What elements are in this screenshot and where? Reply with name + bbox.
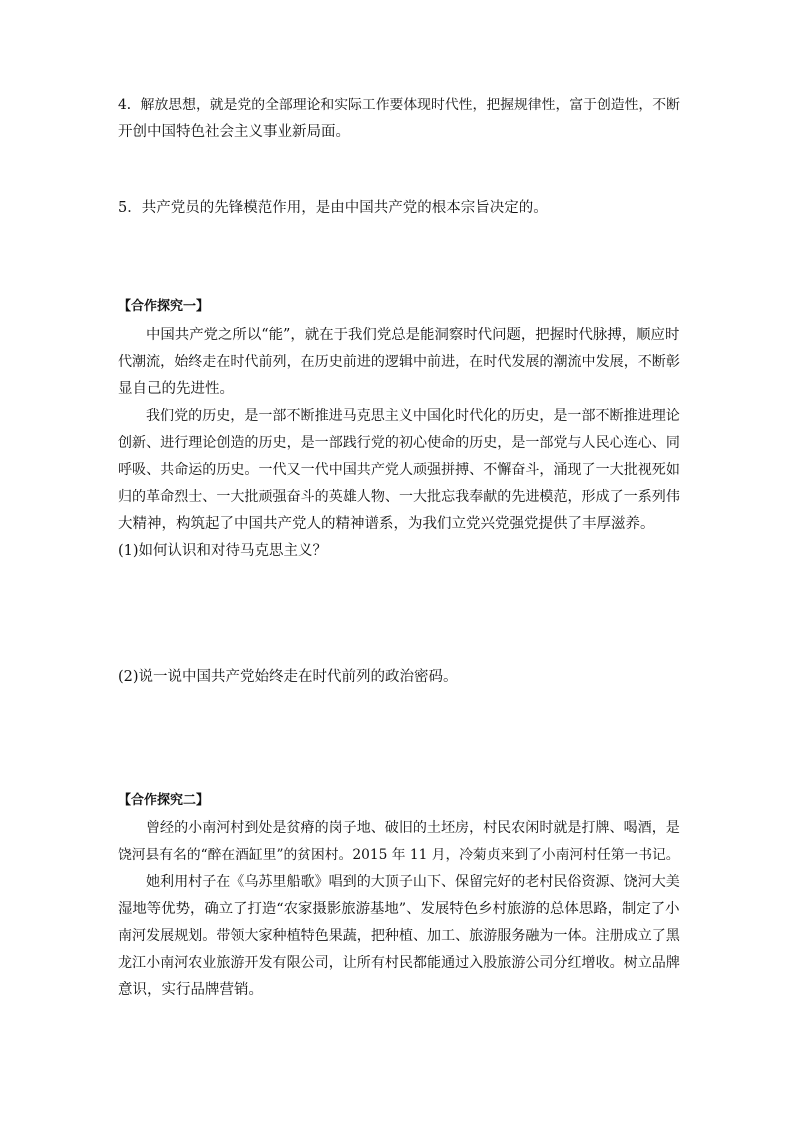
explore1-p2-line-5: 大精神，构筑起了中国共产党人的精神谱系，为我们立党兴党强党提供了丰厚滋养。 (118, 516, 655, 532)
explore2-p2-line-4: 龙江小南河农业旅游开发有限公司，让所有村民都能通过入股旅游公司分红增收。树立品牌 (118, 955, 680, 971)
explore2-p2-line-1: 她利用村子在《乌苏里船歌》唱到的大顶子山下、保留完好的老村民俗资源、饶河大美 (146, 874, 680, 890)
explore1-p2-line-2: 创新、进行理论创造的历史，是一部践行党的初心使命的历史，是一部党与人民心连心、同 (118, 435, 680, 451)
explore1-question-1: (1)如何认识和对待马克思主义？ (118, 543, 328, 559)
explore2-title: 【合作探究二】 (118, 793, 210, 808)
explore1-p2-line-4: 归的革命烈士、一大批顽强奋斗的英雄人物、一大批忘我奉献的先进模范，形成了一系列伟 (118, 489, 680, 505)
item4-line-1: 4．解放思想，就是党的全部理论和实际工作要体现时代性，把握规律性，富于创造性，不断 (118, 97, 680, 113)
item5-line-1: 5．共产党员的先锋模范作用，是由中国共产党的根本宗旨决定的。 (118, 200, 548, 216)
explore1-p1-line-3: 显自己的先进性。 (118, 381, 234, 397)
explore2-p1-line-1: 曾经的小南河村到处是贫瘠的岗子地、破旧的土坯房，村民农闲时就是打牌、喝酒，是 (146, 820, 680, 836)
explore1-title: 【合作探究一】 (118, 299, 210, 314)
explore1-question-2: (2)说一说中国共产党始终走在时代前列的政治密码。 (118, 669, 458, 685)
explore2-p2-line-3: 南河发展规划。带领大家种植特色果蔬，把种植、加工、旅游服务融为一体。注册成立了黑 (118, 928, 680, 944)
explore1-p1-line-2: 代潮流，始终走在时代前列，在历史前进的逻辑中前进，在时代发展的潮流中发展，不断彰 (118, 354, 680, 370)
explore1-p2-line-3: 呼吸、共命运的历史。一代又一代中国共产党人顽强拼搏、不懈奋斗，涌现了一大批视死如 (118, 462, 680, 478)
explore1-p2-line-1: 我们党的历史，是一部不断推进马克思主义中国化时代化的历史，是一部不断推进理论 (146, 408, 680, 424)
explore1-p1-line-1: 中国共产党之所以“能”，就在于我们党总是能洞察时代问题，把握时代脉搏，顺应时 (146, 327, 680, 343)
explore2-p2-line-5: 意识，实行品牌营销。 (118, 982, 263, 998)
item4-line-2: 开创中国特色社会主义事业新局面。 (118, 124, 350, 140)
explore2-p2-line-2: 湿地等优势，确立了打造“农家摄影旅游基地”、发展特色乡村旅游的总体思路，制定了小 (118, 901, 680, 917)
explore2-p1-line-2: 饶河县有名的“醉在酒缸里”的贫困村。2015 年 11 月，冷菊贞来到了小南河村任第一书记。 (118, 847, 680, 863)
